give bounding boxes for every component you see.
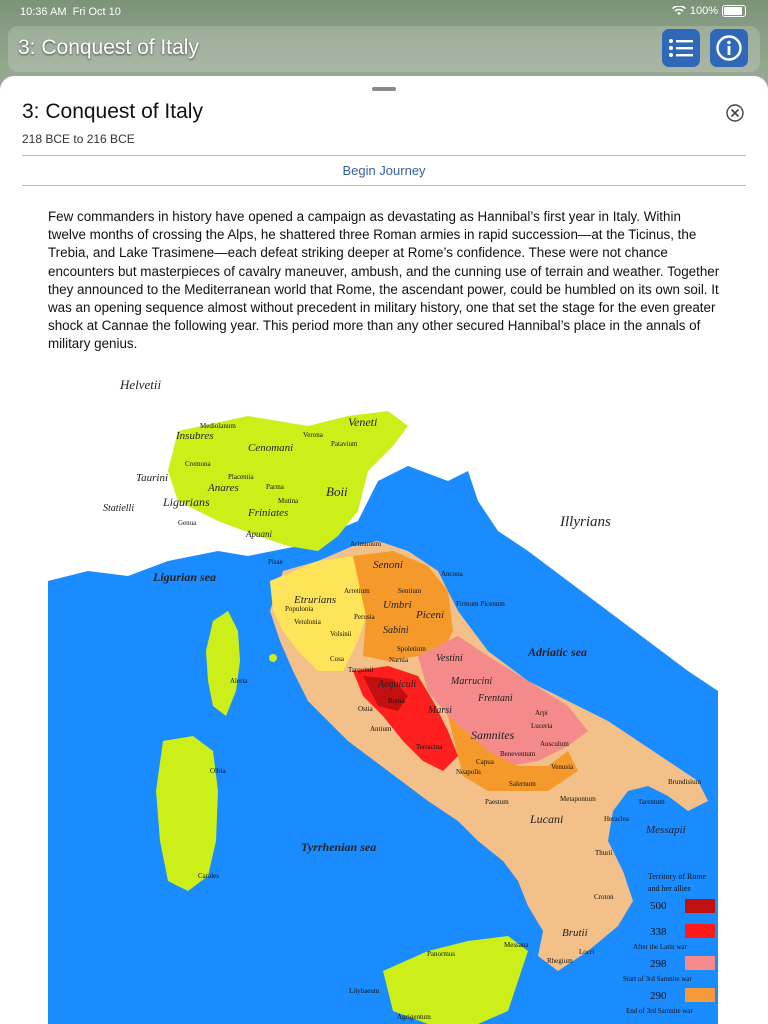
city-beneventum: Beneventum xyxy=(500,750,536,758)
city-capua: Capua xyxy=(476,758,494,766)
city-patavium: Patavium xyxy=(331,440,358,448)
battery-percent: 100% xyxy=(689,5,718,17)
city-parma: Parma xyxy=(266,483,284,491)
city-metapontum: Metapontum xyxy=(560,795,596,803)
label-vestini: Vestini xyxy=(436,653,463,664)
city-thurii: Thurii xyxy=(595,849,613,857)
legend-caption-298: Start of 3rd Samnite war xyxy=(623,975,692,983)
info-button[interactable] xyxy=(710,29,748,67)
label-piceni: Piceni xyxy=(416,609,445,621)
city-mutina: Mutina xyxy=(278,497,299,505)
label-umbri: Umbri xyxy=(383,599,412,611)
city-agrigentum: Agrigentum xyxy=(397,1013,431,1021)
label-ligurian-sea: Ligurian sea xyxy=(153,570,217,584)
detail-sheet xyxy=(0,76,768,1024)
label-senoni: Senoni xyxy=(373,559,403,571)
city-ostia: Ostia xyxy=(358,705,373,713)
header-title: 3: Conquest of Italy xyxy=(18,36,199,59)
sheet-grabber[interactable] xyxy=(372,87,396,91)
city-cremona: Cremona xyxy=(185,460,211,468)
legend-year-338: 338 xyxy=(650,926,667,938)
label-boii: Boii xyxy=(326,484,348,499)
label-marsi: Marsi xyxy=(428,705,452,716)
city-sentium: Sentium xyxy=(398,587,422,595)
city-ancona: Ancona xyxy=(441,570,463,578)
info-icon xyxy=(715,34,743,62)
status-time: 10:36 AM Fri Oct 10 xyxy=(20,6,121,18)
label-brutii: Brutii xyxy=(562,927,588,939)
city-spoletium: Spoletium xyxy=(397,645,426,653)
city-messana: Messana xyxy=(504,941,529,949)
label-illyrians: Illyrians xyxy=(560,514,611,530)
top-bar xyxy=(8,26,760,72)
legend-year-290: 290 xyxy=(650,990,667,1002)
city-brundisium: Brundisium xyxy=(668,778,702,786)
label-helvetii: Helvetii xyxy=(120,377,162,392)
city-lilybaeum: Lilybaeum xyxy=(349,987,380,995)
label-veneti: Veneti xyxy=(348,415,378,429)
city-carales: Carales xyxy=(198,872,219,880)
map-image xyxy=(48,371,718,1024)
city-croton: Croton xyxy=(594,893,614,901)
city-genua: Genua xyxy=(178,519,197,527)
city-placentia: Placentia xyxy=(228,473,254,481)
label-aequiculi: Aequiculi xyxy=(378,679,417,690)
list-icon xyxy=(668,37,694,59)
begin-journey-button[interactable]: Begin Journey xyxy=(342,162,426,178)
city-neapolis: Neapolis xyxy=(456,768,481,776)
legend-title-1: Territory of Rome xyxy=(648,872,707,881)
label-lucani: Lucani xyxy=(530,812,564,826)
label-anares: Anares xyxy=(208,482,239,494)
battery-icon xyxy=(722,5,746,17)
city-salernum: Salernum xyxy=(509,780,536,788)
legend-swatch-500 xyxy=(685,899,715,913)
label-insubres: Insubres xyxy=(176,430,214,442)
legend-title-2: and her allies xyxy=(648,884,691,893)
label-ligurians: Ligurians xyxy=(163,495,210,509)
label-cenomani: Cenomani xyxy=(248,442,294,454)
city-venusia: Venusia xyxy=(551,763,574,771)
city-mediolanum: Mediolanum xyxy=(200,422,236,430)
city-arpi: Arpi xyxy=(535,709,548,717)
city-panormus: Panormus xyxy=(427,950,455,958)
city-verona: Verona xyxy=(303,431,323,439)
city-tarentum: Tarentum xyxy=(638,798,665,806)
label-frentani: Frentani xyxy=(478,693,513,704)
status-right xyxy=(672,5,746,17)
city-firmum-picenum: Firmum Picenum xyxy=(456,600,505,608)
label-taurini: Taurini xyxy=(136,472,169,484)
city-heraclea: Heraclea xyxy=(604,815,629,823)
city-perusia: Perusia xyxy=(354,613,375,621)
city-luceria: Luceria xyxy=(531,722,553,730)
city-ausculum: Ausculum xyxy=(540,740,569,748)
label-etrurians: Etrurians xyxy=(294,594,337,606)
legend-swatch-290 xyxy=(685,988,715,1002)
label-apuani: Apuani xyxy=(246,529,272,539)
city-roma: Roma xyxy=(388,697,405,705)
city-antium: Antium xyxy=(370,725,392,733)
city-olbia: Olbia xyxy=(210,767,226,775)
legend-caption-290: End of 3rd Samnite war xyxy=(626,1007,693,1015)
city-terracina: Terracina xyxy=(416,743,443,751)
list-button[interactable] xyxy=(662,29,700,67)
label-statielli: Statielli xyxy=(103,503,135,514)
city-arretium: Arretium xyxy=(344,587,370,595)
label-messapii: Messapii xyxy=(646,824,686,836)
label-sabini: Sabini xyxy=(383,625,409,636)
label-tyrrhenian-sea: Tyrrhenian sea xyxy=(301,840,377,854)
label-marrucini: Marrucini xyxy=(451,676,493,687)
city-tarquinii: Tarquinii xyxy=(348,666,374,674)
city-vetulonia: Vetulonia xyxy=(294,618,321,626)
city-rhegium: Rhegium xyxy=(547,957,573,965)
city-paestum: Paestum xyxy=(485,798,509,806)
legend-swatch-298 xyxy=(685,956,715,970)
divider-bottom xyxy=(22,185,746,186)
status-bar xyxy=(0,0,768,24)
label-adriatic-sea: Adriatic sea xyxy=(528,645,587,659)
wifi-icon xyxy=(672,6,686,16)
city-narnia: Narnia xyxy=(389,656,409,664)
legend-caption-338: After the Latin war xyxy=(633,943,687,951)
legend-year-298: 298 xyxy=(650,958,667,970)
legend-swatch-338 xyxy=(685,924,715,938)
label-samnites: Samnites xyxy=(471,728,515,742)
city-populonia: Populonia xyxy=(285,605,314,613)
city-aleria: Aleria xyxy=(230,677,248,685)
label-friniates: Friniates xyxy=(248,507,289,519)
city-pisae: Pisae xyxy=(268,558,283,566)
city-ariminium: Ariminium xyxy=(350,540,382,548)
city-cosa: Cosa xyxy=(330,655,344,663)
elba xyxy=(269,654,277,662)
close-icon[interactable] xyxy=(726,104,744,122)
date-range: 218 BCE to 216 BCE xyxy=(22,132,135,146)
city-volsinii: Volsinii xyxy=(330,630,352,638)
sheet-title: 3: Conquest of Italy xyxy=(22,100,203,123)
city-locri: Locri xyxy=(579,948,595,956)
description-text: Few commanders in history have opened a campaign as devastating as Hannibal’s first year in Italy. Within twelve months of crossing the Alps, he shattered three Roman armies in rapid succession—at the Ticinus, the Trebia, and Lake Trasimene—each defeat striking deeper at Rome’s confidence. These were not chance encounters but masterpieces of cavalry maneuver, ambush, and the cunning use of terrain and weather. Together they announced to the Mediterranean world that Rome, the ascendant power, could be humbled on its own soil. It was an opening sequence almost without precedent in military history, one that set the stage for the even greater shock at Cannae the following year. This period more than any other secured Hannibal’s place in the annals of military genius. xyxy=(48,209,720,352)
legend-year-500: 500 xyxy=(650,900,667,912)
